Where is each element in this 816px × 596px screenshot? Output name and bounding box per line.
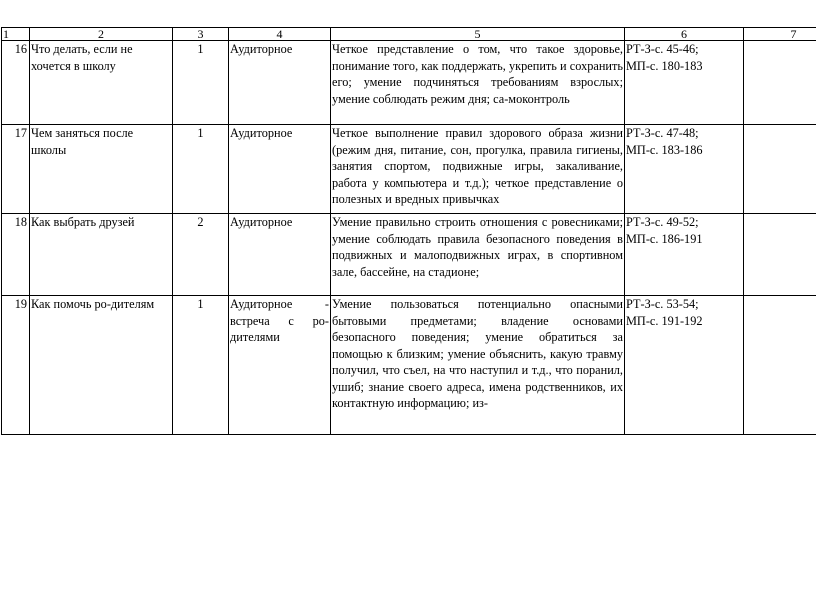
- header-cell: 5: [331, 28, 625, 41]
- lesson-content: Умение правильно строить отношения с ровесниками; умение соблюдать правила безопасного поведения в подвижных и малоподвижных играх, в спортивном зале, бассейне, на стадионе;: [331, 214, 625, 296]
- lesson-number: 16: [2, 41, 30, 125]
- lesson-topic: Что делать, если не хочется в школу: [30, 41, 173, 125]
- lesson-extra: [744, 214, 816, 296]
- lesson-references: [625, 214, 744, 296]
- lesson-references: [625, 296, 744, 435]
- header-cell: 4: [229, 28, 331, 41]
- header-cell: 6: [625, 28, 744, 41]
- reference-workbook: РТ-З-с. 49-52;: [626, 215, 699, 229]
- header-cell: 3: [173, 28, 229, 41]
- lesson-number: 19: [2, 296, 30, 435]
- lesson-topic: Как помочь ро-дителям: [30, 296, 173, 435]
- lesson-number: 18: [2, 214, 30, 296]
- lesson-topic: Как выбрать друзей: [30, 214, 173, 296]
- lesson-type: Аудиторное: [229, 41, 331, 125]
- header-cell: 7: [744, 28, 816, 41]
- lesson-extra: [744, 41, 816, 125]
- lesson-references: [625, 125, 744, 214]
- reference-manual: МП-с. 183-186: [626, 142, 703, 157]
- lesson-type: Аудиторное: [229, 125, 331, 214]
- lesson-hours: 1: [173, 125, 229, 214]
- reference-manual: МП-с. 186-191: [626, 231, 703, 246]
- lesson-extra: [744, 125, 816, 214]
- reference-workbook: РТ-З-с. 45-46;: [626, 42, 699, 56]
- lesson-content: Умение пользоваться потенциально опасными бытовыми предметами; владение основами безопасного поведения; умение обратиться за помощью к близким; умение объяснить, какую травму получил, что съел, на что наступил и т.д., что поранил, ушиб; знание своего адреса, имена родственников, их контактную информацию; из-: [331, 296, 625, 435]
- header-cell: 1: [2, 28, 30, 41]
- lesson-number: 17: [2, 125, 30, 214]
- table-row: [2, 41, 816, 125]
- reference-workbook: РТ-З-с. 53-54;: [626, 297, 699, 311]
- lesson-extra: [744, 296, 816, 435]
- lesson-plan-table: [1, 27, 816, 435]
- lesson-hours: 2: [173, 214, 229, 296]
- lesson-content: Четкое выполнение правил здорового образа жизни (режим дня, питание, сон, прогулка, правила гигиены, занятия спортом, подвижные игры, закаливание, работа у компьютера и т.д.); четкое представление о полезных и вредных привычках: [331, 125, 625, 214]
- table-row: [2, 125, 816, 214]
- lesson-hours: 1: [173, 296, 229, 435]
- reference-manual: МП-с. 180-183: [626, 58, 703, 73]
- lesson-topic: Чем заняться после школы: [30, 125, 173, 214]
- lesson-hours: 1: [173, 41, 229, 125]
- reference-workbook: РТ-З-с. 47-48;: [626, 126, 699, 140]
- table-row: [2, 214, 816, 296]
- lesson-references: [625, 41, 744, 125]
- table-row: [2, 296, 816, 435]
- reference-manual: МП-с. 191-192: [626, 313, 703, 328]
- header-cell: 2: [30, 28, 173, 41]
- lesson-type: Аудиторное: [229, 214, 331, 296]
- lesson-type: Аудиторное - встреча с ро-дителями: [229, 296, 331, 435]
- lesson-content: Четкое представление о том, что такое здоровье, понимание того, как поддержать, укрепить и сохранить его; умение подчиняться требованиям взрослых; умение соблюдать режим дня; са-моконтроль: [331, 41, 625, 125]
- header-row: [2, 28, 816, 41]
